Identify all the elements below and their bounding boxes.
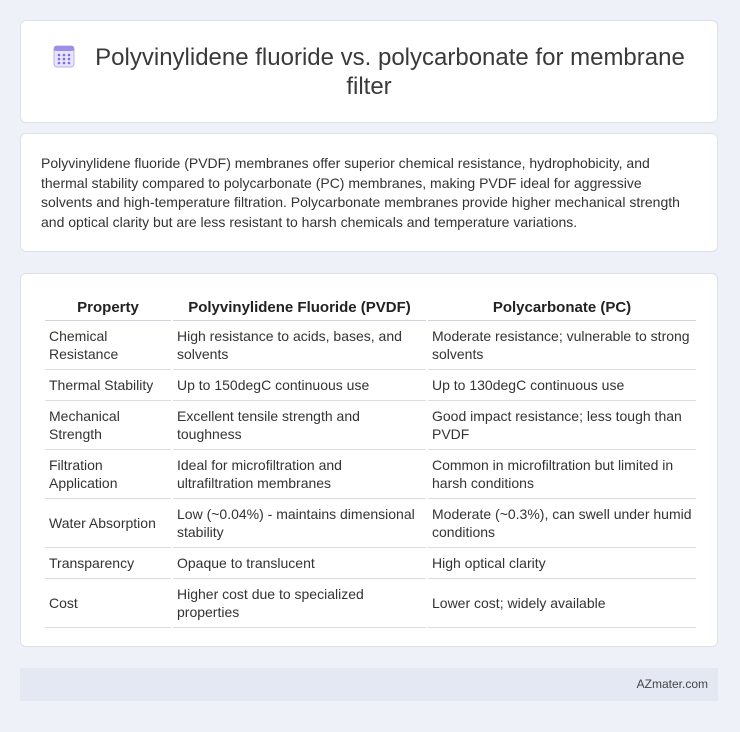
pc-cell: Lower cost; widely available — [428, 579, 696, 628]
calendar-grid-icon — [53, 44, 75, 68]
property-cell: Transparency — [45, 548, 171, 579]
pc-cell: Moderate (~0.3%), can swell under humid conditions — [428, 499, 696, 548]
table-row — [45, 321, 696, 370]
property-cell: Thermal Stability — [45, 370, 171, 401]
pvdf-cell: High resistance to acids, bases, and solvents — [173, 321, 426, 370]
header-pvdf: Polyvinylidene Fluoride (PVDF) — [173, 294, 426, 321]
property-cell: Chemical Resistance — [45, 321, 171, 370]
page-title: Polyvinylidene fluoride vs. polycarbonate for membrane filter — [95, 44, 685, 100]
table-row — [45, 450, 696, 499]
pc-cell: Common in microfiltration but limited in harsh conditions — [428, 450, 696, 499]
header-pc: Polycarbonate (PC) — [428, 294, 696, 321]
title-card — [20, 20, 718, 123]
summary-text: Polyvinylidene fluoride (PVDF) membranes offer superior chemical resistance, hydrophobicity, and thermal stability compared to polycarbonate (PC) membranes, making PVDF ideal for aggressive solvents and high-temperature filtration. Polycarbonate membranes provide higher mechanical strength and optical clarity but are less resistant to harsh chemicals and temperature variations. — [41, 155, 680, 230]
comparison-table-card — [20, 273, 718, 647]
table-row — [45, 548, 696, 579]
table-header-row — [45, 294, 696, 321]
pvdf-cell: Low (~0.04%) - maintains dimensional stability — [173, 499, 426, 548]
pvdf-cell: Higher cost due to specialized properties — [173, 579, 426, 628]
pvdf-cell: Up to 150degC continuous use — [173, 370, 426, 401]
title-row — [21, 43, 717, 101]
property-cell: Water Absorption — [45, 499, 171, 548]
comparison-table — [43, 294, 698, 628]
pc-cell: Moderate resistance; vulnerable to strong solvents — [428, 321, 696, 370]
table-row — [45, 370, 696, 401]
pvdf-cell: Opaque to translucent — [173, 548, 426, 579]
property-cell: Cost — [45, 579, 171, 628]
footer-brand: AZmater.com — [636, 677, 708, 691]
pc-cell: Up to 130degC continuous use — [428, 370, 696, 401]
header-property: Property — [45, 294, 171, 321]
pc-cell: Good impact resistance; less tough than PVDF — [428, 401, 696, 450]
pvdf-cell: Excellent tensile strength and toughness — [173, 401, 426, 450]
summary-card — [20, 133, 718, 252]
pc-cell: High optical clarity — [428, 548, 696, 579]
pvdf-cell: Ideal for microfiltration and ultrafiltration membranes — [173, 450, 426, 499]
table-row — [45, 579, 696, 628]
table-row — [45, 499, 696, 548]
property-cell: Mechanical Strength — [45, 401, 171, 450]
footer-bar — [20, 668, 718, 701]
table-row — [45, 401, 696, 450]
property-cell: Filtration Application — [45, 450, 171, 499]
